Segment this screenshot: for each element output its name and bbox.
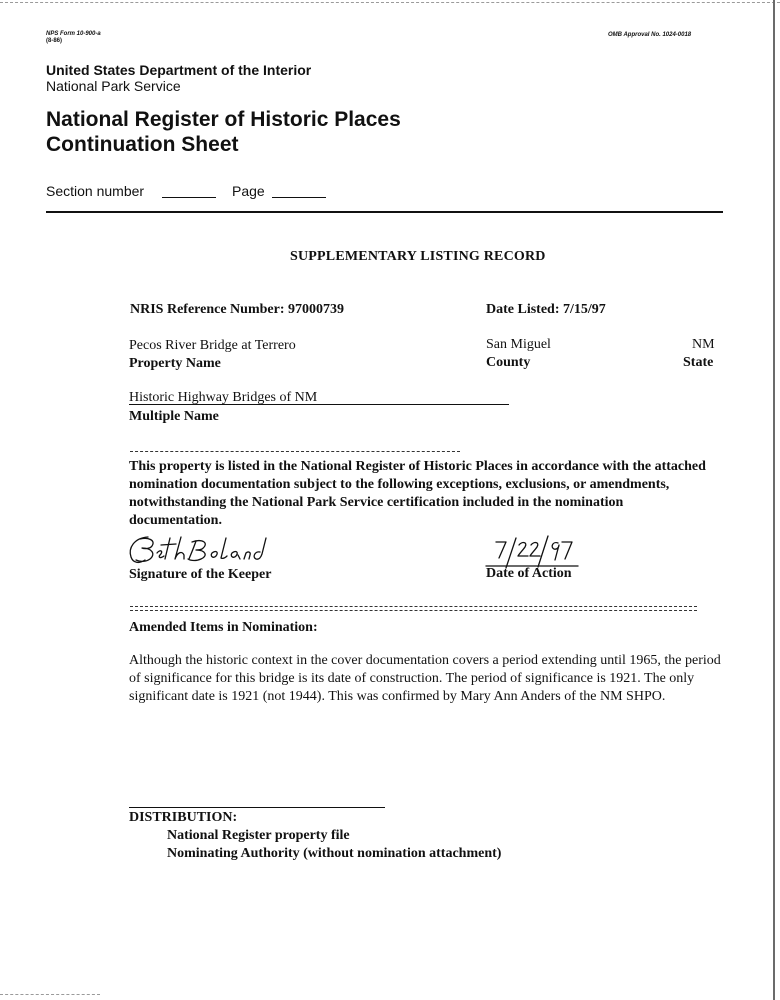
keeper-signature-label: Signature of the Keeper [129,567,272,582]
department-name: United States Department of the Interior [46,62,312,78]
property-name-value: Pecos River Bridge at Terrero [129,338,296,353]
page-bottom-edge [0,994,100,995]
amended-items-text: Although the historic context in the cover documentation covers a period extending until 1965, the period of significance for this bridge is its date of construction. The period of significance is 1921. The only significant date is 1921 (not 1944). This was confirmed by Mary Ann Anders of the NM SHPO. [129,653,721,704]
distribution-item: National Register property file [167,828,350,843]
dashed-divider [130,451,460,452]
state-label: State [683,355,714,370]
omb-approval: OMB Approval No. 1024-0018 [608,32,692,38]
county-value: San Miguel [486,337,551,352]
property-name-label: Property Name [129,356,221,371]
double-divider-bottom [130,610,697,611]
double-divider-top [130,606,697,607]
page-label: Page [232,183,265,199]
page-blank [272,197,326,198]
multiple-name-label: Multiple Name [129,409,219,424]
document-title: National Register of Historic Places [46,108,401,131]
multiple-name-value: Historic Highway Bridges of NM [129,390,318,405]
page-top-edge [0,2,780,3]
listing-statement: This property is listed in the National Register of Historic Places in accordance with the attached nomination documentation subject to the following exceptions, exclusions, or amendments, notwithstanding the National Park Service certification included in the nomination documentation. [129,459,706,528]
agency-name: National Park Service [46,78,181,94]
page-right-edge [773,0,775,1000]
distribution-heading: DISTRIBUTION: [129,810,238,825]
county-label: County [486,355,531,370]
keeper-signature [130,537,266,562]
record-title: SUPPLEMENTARY LISTING RECORD [290,249,546,264]
amended-items-heading: Amended Items in Nomination: [129,620,318,635]
date-of-action-label: Date of Action [486,566,572,581]
state-value: NM [692,337,715,352]
multiple-name-underline [129,404,509,405]
document-subtitle: Continuation Sheet [46,133,239,156]
header-rule [46,211,723,213]
handwriting-area [126,534,586,570]
date-listed: Date Listed: 7/15/97 [486,302,606,317]
nris-reference: NRIS Reference Number: 97000739 [130,302,344,317]
section-number-blank [162,197,216,198]
form-revision: (8-86) [46,38,63,44]
action-date-handwritten [486,536,578,568]
section-number-label: Section number [46,183,145,199]
distribution-rule [129,807,385,808]
distribution-item: Nominating Authority (without nomination attachment) [167,846,502,861]
form-number: NPS Form 10-900-a [46,31,101,37]
